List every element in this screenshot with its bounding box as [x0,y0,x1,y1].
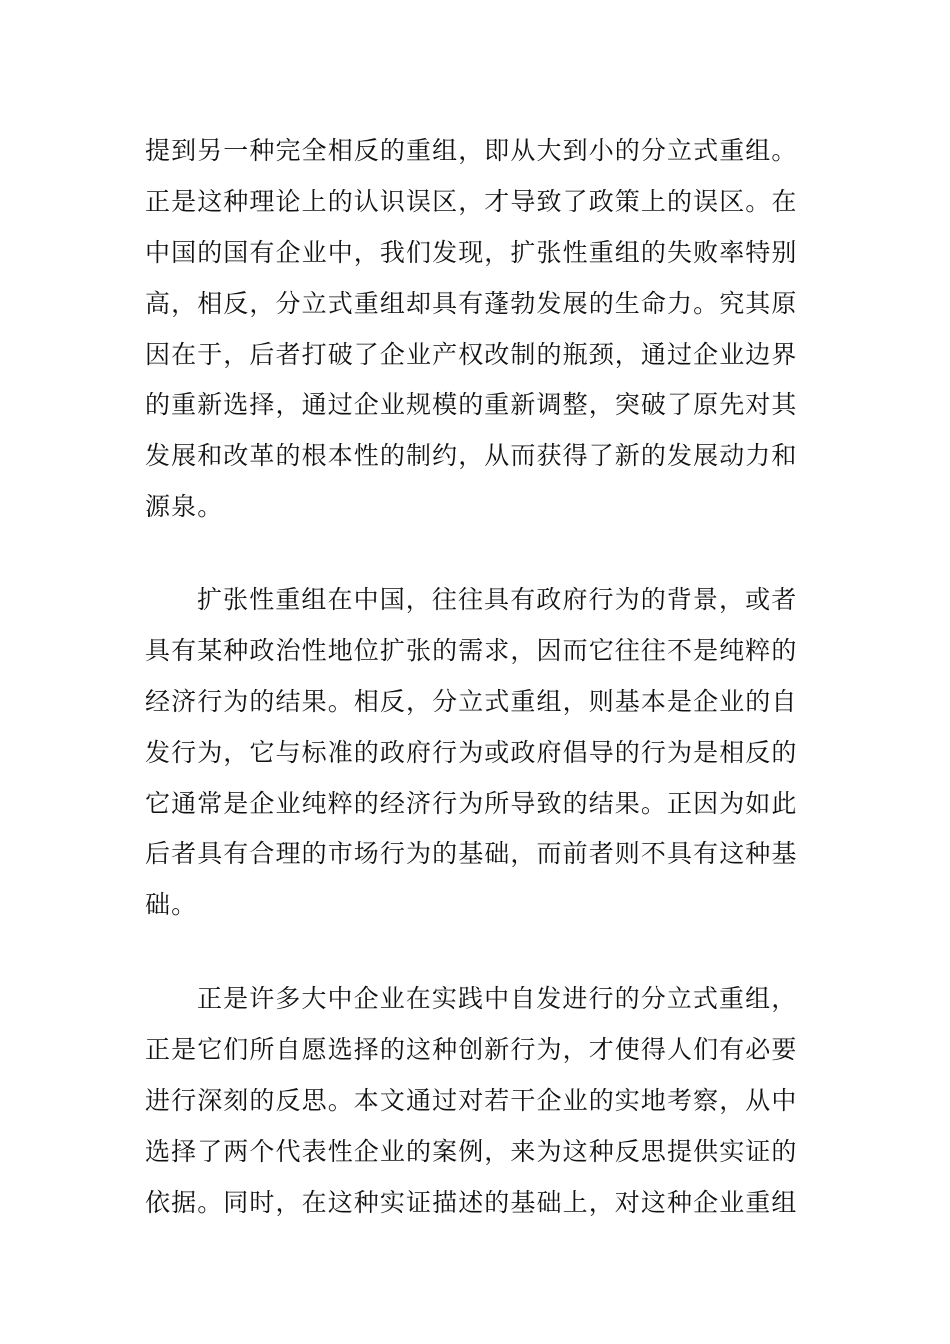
paragraph-2 [145,575,807,931]
paragraph-line: 源泉。 [145,492,224,522]
paragraph-line: 后者具有合理的市场行为的基础，而前者则不具有这种基 [145,839,798,869]
paragraph-line: 中国的国有企业中，我们发现，扩张性重组的失败率特别 [145,237,798,267]
paragraph-line: 它通常是企业纯粹的经济行为所导致的结果。正因为如此 [145,788,798,818]
paragraph-line: 进行深刻的反思。本文通过对若干企业的实地考察，从中 [145,1085,798,1115]
paragraph-line: 发行为，它与标准的政府行为或政府倡导的行为是相反的 [145,737,798,767]
paragraph-line: 经济行为的结果。相反，分立式重组，则基本是企业的自 [145,686,798,716]
paragraph-first-line: 扩张性重组在中国，往往具有政府行为的背景，或者 [197,585,798,614]
paragraph-line: 正是它们所自愿选择的这种创新行为，才使得人们有必要 [145,1034,798,1064]
paragraph-line: 选择了两个代表性企业的案例，来为这种反思提供实证的 [145,1136,798,1166]
paragraph-line: 依据。同时，在这种实证描述的基础上，对这种企业重组 [145,1187,798,1217]
paragraph-line: 因在于，后者打破了企业产权改制的瓶颈，通过企业边界 [145,339,798,369]
paragraph-1 [145,126,807,533]
paragraph-line: 提到另一种完全相反的重组，即从大到小的分立式重组。 [145,136,798,165]
paragraph-first-line: 正是许多大中企业在实践中自发进行的分立式重组， [197,984,798,1013]
paragraph-3 [145,974,807,1228]
paragraph-line: 础。 [145,890,198,920]
paragraph-line: 具有某种政治性地位扩张的需求，因而它往往不是纯粹的 [145,635,798,665]
paragraph-line: 正是这种理论上的认识误区，才导致了政策上的误区。在 [145,186,798,216]
paragraph-line: 的重新选择，通过企业规模的重新调整，突破了原先对其 [145,390,798,420]
paragraph-line: 高，相反，分立式重组却具有蓬勃发展的生命力。究其原 [145,288,798,318]
paragraph-line: 发展和改革的根本性的制约，从而获得了新的发展动力和 [145,441,798,471]
